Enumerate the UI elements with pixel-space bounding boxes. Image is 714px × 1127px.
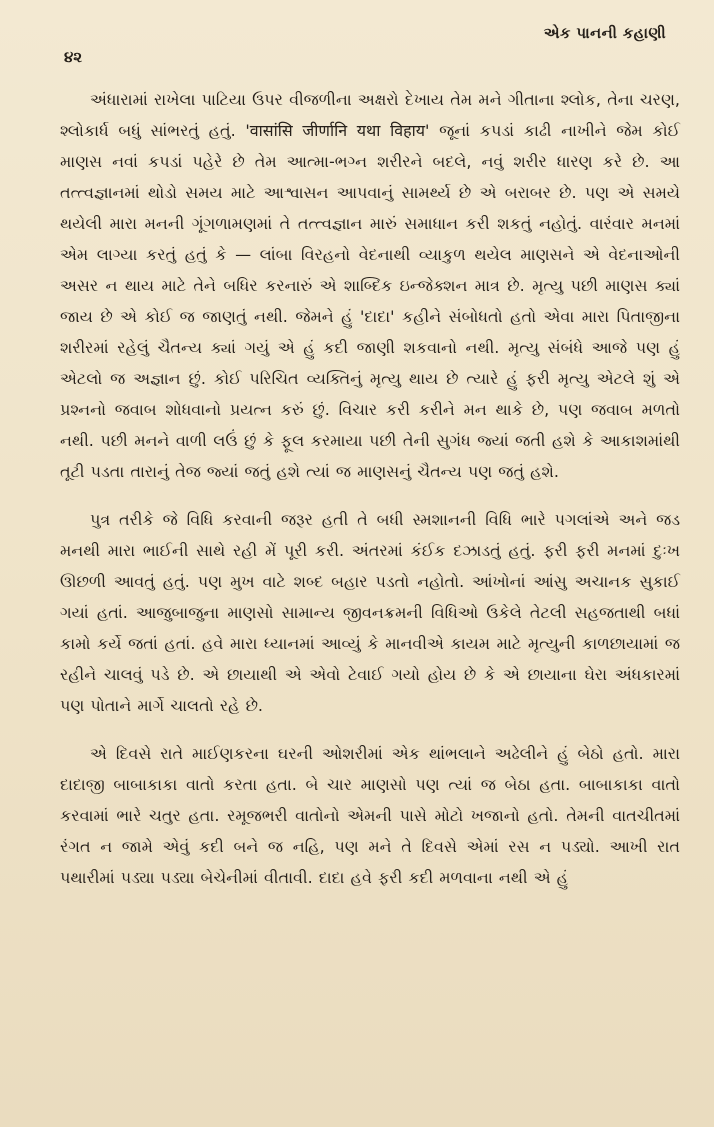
paragraph-2: પુત્ર તરીકે જે વિધિ કરવાની જરૂર હતી તે બધી સ્મશાનની વિધિ ભારે પગલાંએ અને જડ મનથી મારા ભાઈની સાથે રહી મેં પૂરી કરી. અંતરમાં કંઈક દઝાડતું હતું. ફરી ફરી મનમાં દુઃખ ઊછળી આવતું હતું. પણ મુખ વાટે શબ્દ બહાર પડતો નહોતો. આંખોનાં આંસુ અચાનક સુકાઈ ગયાં હતાં. આજુબાજુના માણસો સામાન્ય જીવનક્રમની વિધિઓ ઉકેલે તેટલી સહજતાથી બધાં કામો કર્યે જતાં હતાં. હવે મારા ધ્યાનમાં આવ્યું કે માનવીએ કાયમ માટે મૃત્યુની કાળછાયામાં જ રહીને ચાલવું પડે છે. એ છાયાથી એ એવો ટેવાઈ ગયો હોય છે કે એ છાયાના ઘેરા અંધકારમાં પણ પોતાને માર્ગે ચાલતો રહે છે. (60, 510, 680, 715)
body-text (60, 84, 680, 893)
paragraph-1: અંધારામાં રાખેલા પાટિયા ઉપર વીજળીના અક્ષરો દેખાય તેમ મને ગીતાના શ્લોક, તેના ચરણ, શ્લોકાર્ધ બધું સાંભરતું હતું. 'वासांसि जीर्णानि यथा विहाय' જૂનાં કપડાં કાઢી નાખીને જેમ કોઈ માણસ નવાં કપડાં પહેરે છે તેમ આત્મા-ભગ્ન શરીરને બદલે, નવું શરીર ધારણ કરે છે. આ તત્ત્વજ્ઞાનમાં થોડો સમય માટે આશ્વાસન આપવાનું સામર્થ્ય છે એ બરાબર છે. પણ એ સમયે થયેલી મારા મનની ગૂંગળામણમાં તે તત્ત્વજ્ઞાન મારું સમાધાન કરી શકતું નહોતું. વારંવાર મનમાં એમ લાગ્યા કરતું હતું કે — લાંબા વિરહનો વેદનાથી વ્યાકુળ થયેલ માણસને એ વેદનાઓની અસર ન થાય માટે તેને બધિર કરનારું એ શાબ્દિક ઇન્જેક્શન માત્ર છે. મૃત્યુ પછી માણસ ક્યાં જાય છે એ કોઈ જ જાણતું નથી. જેમને હું 'દાદા' કહીને સંબોધતો હતો એવા મારા પિતાજીના શરીરમાં રહેલું ચૈતન્ય ક્યાં ગયું એ હું કદી જાણી શકવાનો નથી. મૃત્યુ સંબંધે આજે પણ હું એટલો જ અજ્ઞાન છું. કોઈ પરિચિત વ્યક્તિનું મૃત્યુ થાય છે ત્યારે હું ફરી મૃત્યુ એટલે શું એ પ્રશ્નનો જવાબ શોધવાનો પ્રયત્ન કરું છું. વિચાર કરી કરીને મન થાકે છે, પણ જવાબ મળતો નથી. પછી મનને વાળી લઉં છું કે ફૂલ કરમાયા પછી તેની સુગંધ જ્યાં જતી હશે કે આકાશમાંથી તૂટી પડતા તારાનું તેજ જ્યાં જતું હશે ત્યાં જ માણસનું ચૈતન્ય પણ જતું હશે. (60, 90, 680, 481)
running-header: એક પાનની કહાણી (543, 24, 666, 42)
paragraph-3: એ દિવસે રાતે માઈણકરના ઘરની ઓશરીમાં એક થાંભલાને અઢેલીને હું બેઠો હતો. મારા દાદાજી બાબાકાકા વાતો કરતા હતા. બે ચાર માણસો પણ ત્યાં જ બેઠા હતા. બાબાકાકા વાતો કરવામાં ભારે ચતુર હતા. રમૂજભરી વાતોનો એમની પાસે મોટો ખજાનો હતો. તેમની વાતચીતમાં રંગત ન જામે એવું કદી બને જ નહિ, પણ મને તે દિવસે એમાં રસ ન પડ્યો. આખી રાત પથારીમાં પડ્યા પડ્યા બેચેનીમાં વીતાવી. દાદા હવે ફરી કદી મળવાના નથી એ હું (60, 744, 680, 887)
page-number: ૪૨ (64, 48, 83, 66)
